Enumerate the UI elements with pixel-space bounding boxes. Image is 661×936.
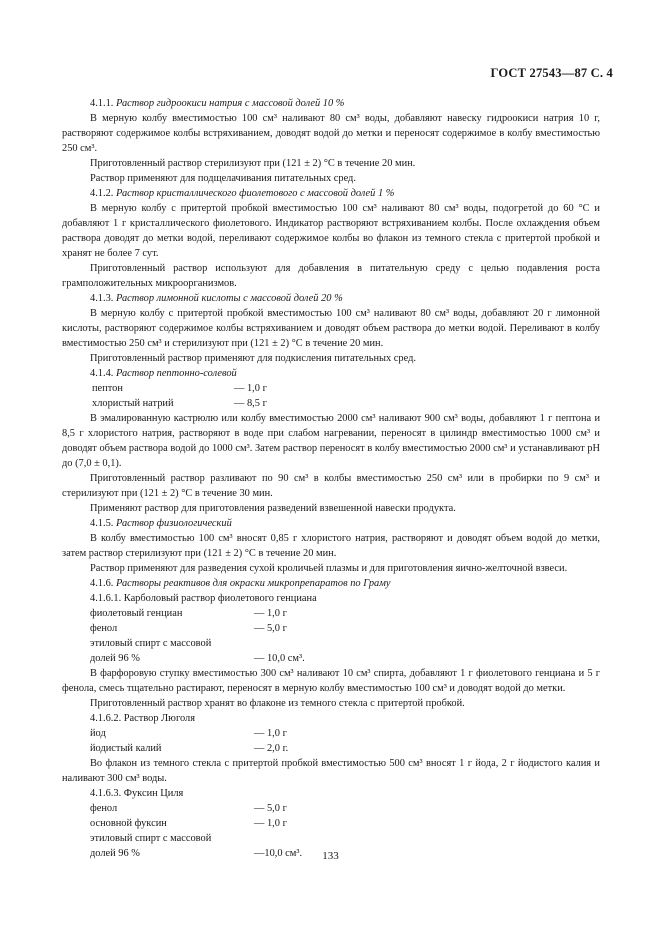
paragraph: В мерную колбу с притертой пробкой вместимостью 100 см³ наливают 80 см³ воды, добавляют 20 г лимонной кислоты, растворяют содержимое колбы встряхиванием и доводят объем раствора до метки водой. Переливают в колбу вместимостью 250 см³ и стерилизуют при (121 ± 2) °С в течение 20 мин. bbox=[62, 308, 600, 349]
section-title-4-1-6: 4.1.6. Растворы реактивов для окраски микропрепаратов по Граму bbox=[90, 578, 391, 589]
ingredient-row: долей 96 % — 10,0 см³. bbox=[90, 653, 305, 664]
ingredient-row: йодистый калий — 2,0 г. bbox=[90, 743, 289, 754]
paragraph: В мерную колбу вместимостью 100 см³ наливают 80 см³ воды, добавляют навеску гидроокиси натрия 10 г, растворяют содержимое колбы встряхиванием, доводят водой до метки и переносят содержимое в колбу вместимостью 250 см³. bbox=[62, 113, 600, 154]
subsection-title-4-1-6-2: 4.1.6.2. Раствор Люголя bbox=[90, 713, 195, 724]
ingredient-row: фенол — 5,0 г bbox=[90, 803, 287, 814]
paragraph: Применяют раствор для приготовления разведений взвешенной навески продукта. bbox=[90, 503, 456, 514]
section-title-4-1-4: 4.1.4. Раствор пептонно-солевой bbox=[90, 368, 237, 379]
paragraph: В мерную колбу с притертой пробкой вместимостью 100 см³ наливают 80 см³ воды, подогретой до 60 °С и добавляют 1 г кристаллического фиолетового. Индикатор растворяют встряхиванием колбы. После охлаждения объем раствора доводят до метки водой, переливают содержимое колбы во флакон из темного стекла с притертой пробкой и хранят не более 7 сут. bbox=[62, 203, 600, 259]
ingredient-row: фенол — 5,0 г bbox=[90, 623, 287, 634]
ingredient-row: основной фуксин — 1,0 г bbox=[90, 818, 287, 829]
ingredient-row: йод — 1,0 г bbox=[90, 728, 287, 739]
paragraph: Приготовленный раствор хранят во флаконе из темного стекла с притертой пробкой. bbox=[90, 698, 465, 709]
section-title-4-1-5: 4.1.5. Раствор физиологический bbox=[90, 518, 232, 529]
paragraph: Во флакон из темного стекла с притертой пробкой вместимостью 500 см³ вносят 1 г йода, 2 г йодистого калия и наливают 300 см³ воды. bbox=[62, 758, 600, 784]
paragraph: В эмалированную кастрюлю или колбу вместимостью 2000 см³ наливают 900 см³ воды, добавляют 1 г пептона и 8,5 г хлористого натрия, растворяют в воде при слабом нагревании, переносят в цилиндр вместимостью 1000 см³ и доводят объем раствора водой до 1000 см³. Затем раствор переносят в колбу вместимостью 2000 см³ и устанавливают рН до (7,0 ± 0,1). bbox=[62, 413, 600, 469]
ingredient-name-line: этиловый спирт с массовой bbox=[90, 638, 212, 649]
subsection-title-4-1-6-1: 4.1.6.1. Карболовый раствор фиолетового генциана bbox=[90, 593, 317, 604]
page-number: 133 bbox=[322, 850, 339, 862]
ingredient-row: долей 96 % —10,0 см³. bbox=[90, 848, 303, 859]
paragraph: Приготовленный раствор стерилизуют при (121 ± 2) °С в течение 20 мин. bbox=[90, 158, 416, 169]
paragraph: Раствор применяют для разведения сухой кроличьей плазмы и для приготовления яично-желточной взвеси. bbox=[90, 563, 568, 574]
ingredient-name-line: этиловый спирт с массовой bbox=[90, 833, 212, 844]
paragraph: Раствор применяют для подщелачивания питательных сред. bbox=[90, 173, 356, 184]
subsection-title-4-1-6-3: 4.1.6.3. Фуксин Циля bbox=[90, 788, 184, 799]
document-header: ГОСТ 27543—87 С. 4 bbox=[490, 66, 613, 80]
paragraph: Приготовленный раствор разливают по 90 см³ в колбы вместимостью 250 см³ или в пробирки по 9 см³ и стерилизуют при (121 ± 2) °С в течение 30 мин. bbox=[62, 473, 600, 499]
paragraph: Приготовленный раствор применяют для подкисления питательных сред. bbox=[90, 353, 416, 364]
ingredient-row: хлористый натрий — 8,5 г bbox=[92, 398, 267, 409]
section-title-4-1-1: 4.1.1. Раствор гидроокиси натрия с массовой долей 10 % bbox=[90, 98, 345, 109]
ingredient-row: фиолетовый генциан — 1,0 г bbox=[90, 608, 287, 619]
paragraph: Приготовленный раствор используют для добавления в питательную среду с целью подавления роста грамположительных микроорганизмов. bbox=[62, 263, 600, 289]
section-title-4-1-2: 4.1.2. Раствор кристаллического фиолетового с массовой долей 1 % bbox=[90, 188, 395, 199]
ingredient-row: пептон — 1,0 г bbox=[92, 383, 267, 394]
document-body bbox=[62, 96, 600, 861]
paragraph: В фарфоровую ступку вместимостью 300 см³ наливают 10 см³ спирта, добавляют 1 г фиолетового генциана и 5 г фенола, смесь тщательно растирают, переносят в мерную колбу вместимостью 100 см³ и доводят водой до метки. bbox=[62, 668, 600, 694]
paragraph: В колбу вместимостью 100 см³ вносят 0,85 г хлористого натрия, растворяют и доводят объем водой до метки, затем раствор стерилизуют при (121 ± 2) °С в течение 20 мин. bbox=[62, 533, 600, 559]
section-title-4-1-3: 4.1.3. Раствор лимонной кислоты с массовой долей 20 % bbox=[90, 293, 343, 304]
